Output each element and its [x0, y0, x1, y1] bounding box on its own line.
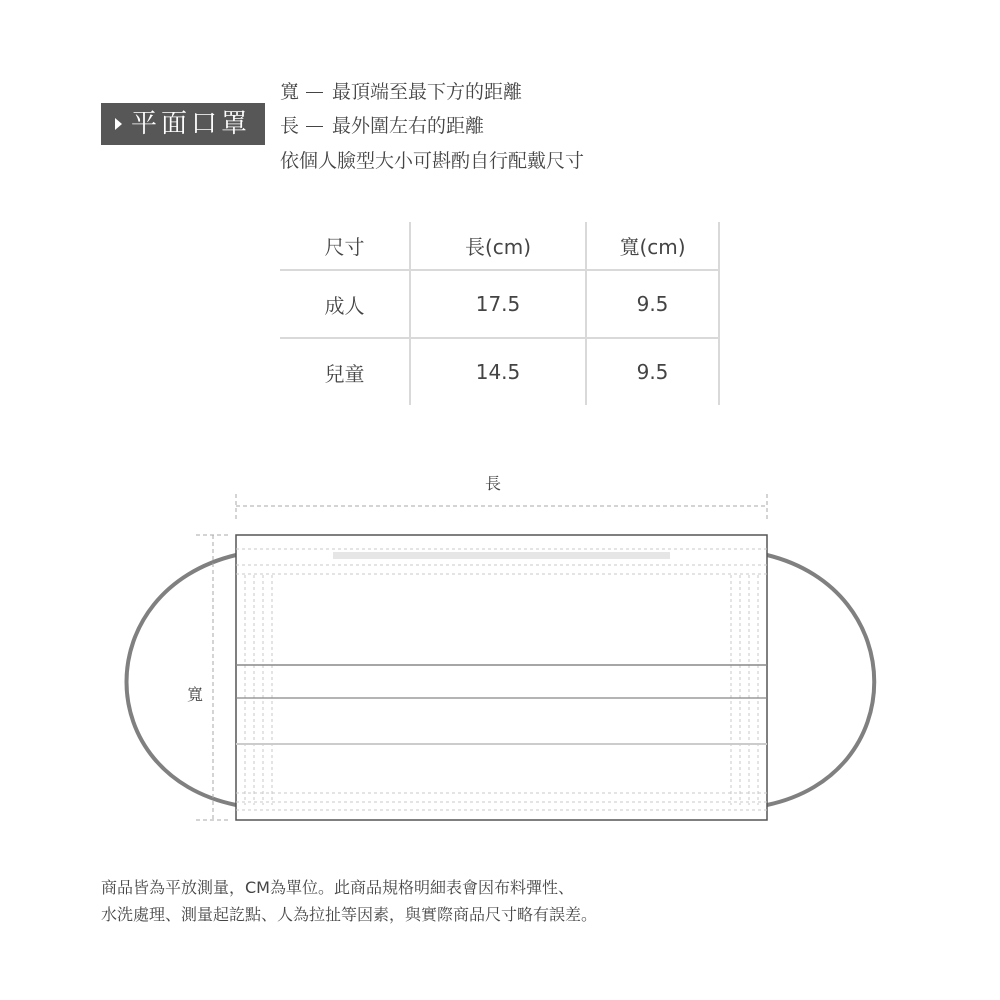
right-ear-strap: [767, 555, 874, 805]
left-ear-strap: [127, 555, 237, 805]
mask-diagram: [0, 460, 1000, 840]
width-definition: [280, 80, 522, 104]
row-adult-size: 成人: [280, 270, 410, 338]
title-label: 平面口罩: [131, 109, 252, 139]
dash-divider: [306, 126, 323, 127]
length-label: 長: [484, 474, 502, 493]
header-length: 長(cm): [410, 222, 586, 270]
length-dimension: [236, 494, 767, 520]
row-adult-width: 9.5: [586, 270, 719, 338]
footer-note-line-1: 商品皆為平放測量，CM為單位。此商品規格明細表會因布料彈性、: [101, 878, 574, 897]
row-child-width: 9.5: [586, 338, 719, 405]
fit-note: 依個人臉型大小可斟酌自行配戴尺寸: [280, 150, 585, 172]
length-definition: [280, 114, 484, 138]
width-label: 寬: [186, 685, 204, 704]
footer-note-line-2: 水洗處理、測量起訖點、人為拉扯等因素，與實際商品尺寸略有誤差。: [101, 905, 598, 924]
width-dimension: [196, 535, 230, 820]
dash-divider: [306, 92, 323, 93]
mask-body: [236, 535, 767, 820]
triangle-right-icon: [115, 118, 122, 130]
row-child-length: 14.5: [410, 338, 586, 405]
length-text: 最外圍左右的距離: [332, 115, 485, 137]
table-row: [280, 338, 719, 405]
title-tag: [101, 103, 265, 145]
header-size: 尺寸: [280, 222, 410, 270]
row-adult-length: 17.5: [410, 270, 586, 338]
width-text: 最頂端至最下方的距離: [332, 81, 523, 103]
nose-wire: [333, 552, 670, 559]
table-row: [280, 270, 719, 338]
header-width: 寬(cm): [586, 222, 719, 270]
row-child-size: 兒童: [280, 338, 410, 405]
table-header-row: [280, 222, 719, 270]
width-term: 寬: [280, 81, 300, 103]
length-term: 長: [280, 115, 300, 137]
size-table: [280, 222, 720, 405]
